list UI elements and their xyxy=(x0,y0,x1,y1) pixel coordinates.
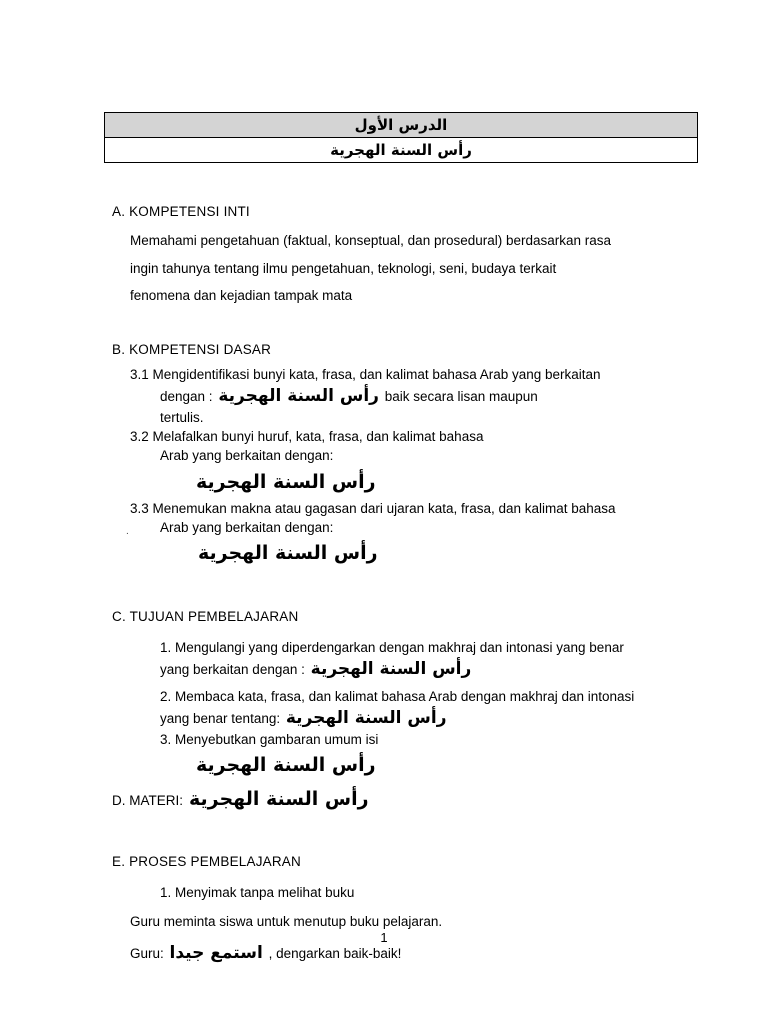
section-c xyxy=(0,607,768,781)
section-d-arabic: رأس السنة الهجرية xyxy=(189,787,369,810)
tujuan-item-1-arabic: رأس السنة الهجرية xyxy=(310,658,472,679)
header-title-row xyxy=(105,113,698,138)
spacer xyxy=(0,816,768,838)
proses-item-1: 1. Menyimak tanpa melihat buku xyxy=(160,885,355,901)
kd-item-1-line-1: 3.1 Mengidentifikasi bunyi kata, frasa, dan kalimat bahasa Arab yang berkaitan xyxy=(130,366,601,382)
kd-item-1-line-3: tertulis. xyxy=(160,410,204,426)
kd-item-3-line-1: 3.3 Menemukan makna atau gagasan dari ujaran kata, frasa, dan kalimat bahasa xyxy=(130,501,616,517)
kd-item-1-line-2 xyxy=(160,384,658,408)
stray-mark: . xyxy=(126,526,129,537)
spacer xyxy=(0,571,768,593)
tujuan-item-1-line-2 xyxy=(160,657,658,681)
section-e xyxy=(0,852,768,971)
section-a-paragraph-line-2: ingin tahunya tentang ilmu pengetahuan, teknologi, seni, budaya terkait xyxy=(130,260,557,276)
kd-item-1-line-2-prefix: dengan : xyxy=(160,389,213,405)
lesson-header-table xyxy=(104,112,698,163)
section-d xyxy=(112,785,768,814)
tujuan-item-2-line-2 xyxy=(160,706,658,730)
document-content xyxy=(0,188,768,973)
tujuan-item-3-line-1: 3. Menyebutkan gambaran umum isi xyxy=(160,732,379,748)
section-b-heading: B. KOMPETENSI DASAR xyxy=(112,341,272,357)
kd-item-3-line-2: Arab yang berkaitan dengan: xyxy=(160,520,334,536)
spacer xyxy=(0,312,768,326)
tujuan-item-2-arabic: رأس السنة الهجرية xyxy=(285,708,447,729)
section-a-paragraph-line-3: fenomena dan kejadian tampak mata xyxy=(130,288,353,304)
tujuan-item-2-line-2-prefix: yang benar tentang: xyxy=(160,711,281,727)
kd-item-3-arabic: رأس السنة الهجرية xyxy=(198,542,378,565)
lesson-subtitle-arabic: رأس السنة الهجرية xyxy=(105,138,698,163)
proses-line-2: Guru meminta siswa untuk menutup buku pelajaran. xyxy=(130,914,443,930)
proses-line-3-arabic: استمع جيدا xyxy=(169,943,263,964)
page-footer xyxy=(0,930,768,945)
kd-item-2-line-1: 3.2 Melafalkan bunyi huruf, kata, frasa, dan kalimat bahasa xyxy=(130,429,484,445)
proses-line-3-suffix: , dengarkan baik-baik! xyxy=(268,946,402,962)
section-c-heading: C. TUJUAN PEMBELAJARAN xyxy=(112,608,299,624)
page-number: 1 xyxy=(380,930,388,945)
tujuan-item-2-line-1: 2. Membaca kata, frasa, dan kalimat bahasa Arab dengan makhraj dan intonasi xyxy=(160,689,635,704)
kd-item-2-arabic: رأس السنة الهجرية xyxy=(196,470,376,493)
lesson-title-arabic: الدرس الأول xyxy=(105,113,698,138)
proses-line-3-prefix: Guru: xyxy=(130,946,164,962)
section-d-heading: D. MATERI: xyxy=(112,792,184,808)
section-b xyxy=(0,340,768,569)
section-a xyxy=(0,202,768,310)
section-a-paragraph-line-1: Memahami pengetahuan (faktual, konseptual, dan prosedural) berdasarkan rasa xyxy=(130,232,612,248)
kd-item-1-arabic: رأس السنة الهجرية xyxy=(218,386,379,407)
tujuan-item-1-line-1: 1. Mengulangi yang diperdengarkan dengan makhraj dan intonasi yang benar xyxy=(160,639,624,655)
tujuan-item-1-line-2-prefix: yang berkaitan dengan : xyxy=(160,661,305,677)
section-a-heading: A. KOMPETENSI INTI xyxy=(112,204,250,219)
header-subtitle-row xyxy=(105,138,698,163)
kd-item-1-line-2-suffix: baik secara lisan maupun xyxy=(384,389,538,405)
section-e-heading: E. PROSES PEMBELAJARAN xyxy=(112,854,301,870)
kd-item-2-line-2: Arab yang berkaitan dengan: xyxy=(160,448,334,464)
tujuan-item-3-arabic: رأس السنة الهجرية xyxy=(196,754,376,777)
